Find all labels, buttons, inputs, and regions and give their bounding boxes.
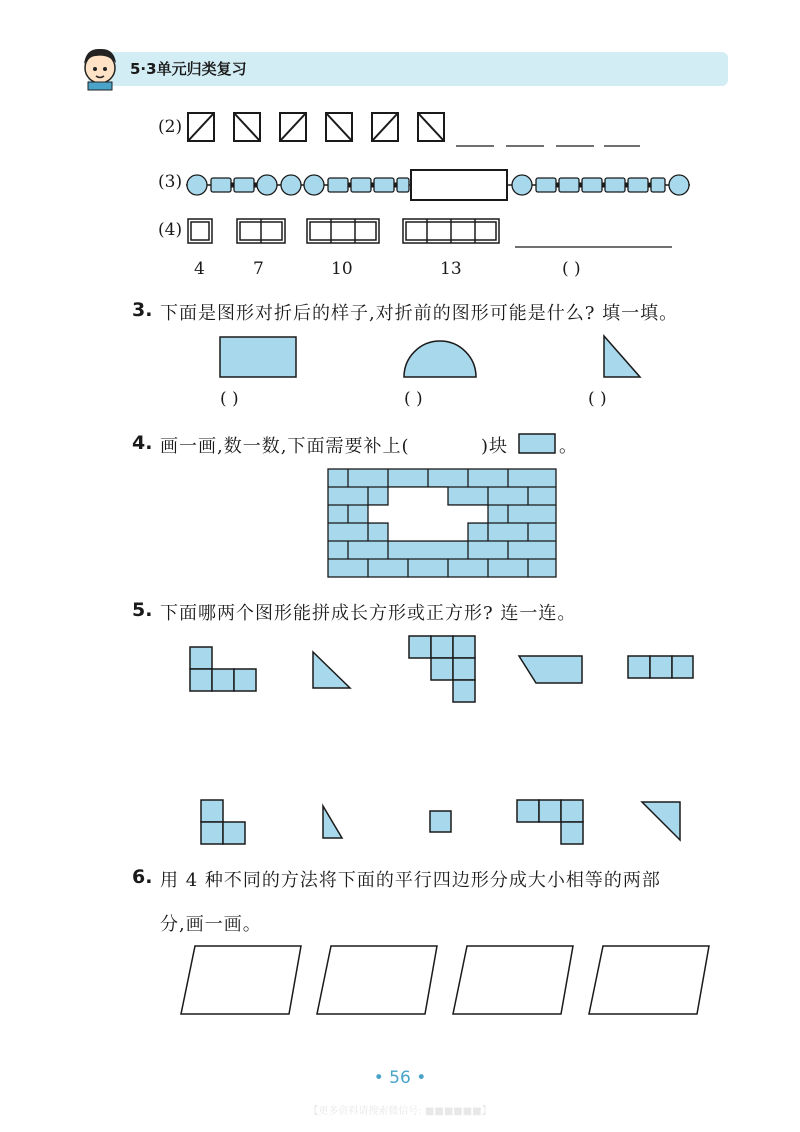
q3-text: 下面是图形对折后的样子,对折前的图形可能是什么? 填一填。: [160, 303, 679, 324]
part-label-3: (3): [158, 172, 183, 192]
q6-line1: 用 4 种不同的方法将下面的平行四边形分成大小相等的两部: [160, 870, 661, 891]
q3-number: 3.: [132, 299, 153, 321]
count-blank[interactable]: ( ): [562, 259, 581, 279]
svg-text:。: 。: [559, 436, 577, 457]
page-number: • 56 •: [373, 1068, 427, 1088]
count-13: 13: [440, 259, 462, 279]
q4-text-after: )块: [481, 436, 509, 457]
parallelogram-1[interactable]: [181, 946, 301, 1014]
part-label-4: (4): [158, 220, 183, 240]
parallelogram-2[interactable]: [317, 946, 437, 1014]
parallelogram-4[interactable]: [589, 946, 709, 1014]
q3-blank-3[interactable]: ( ): [588, 389, 607, 409]
count-7: 7: [253, 259, 264, 279]
q6-line2: 分,画一画。: [160, 914, 262, 935]
q3-blank-2[interactable]: ( ): [404, 389, 423, 409]
q4-number: 4.: [132, 432, 153, 454]
watermark: 【更多资料请搜索微信号: ■■■■■■】: [308, 1106, 492, 1117]
count-10: 10: [331, 259, 353, 279]
q5-number: 5.: [132, 599, 153, 621]
part-label-2: (2): [158, 117, 183, 137]
count-4: 4: [194, 259, 205, 279]
q6-number: 6.: [132, 866, 153, 888]
q3-blank-1[interactable]: ( ): [220, 389, 239, 409]
q4-text-before: 画一画,数一数,下面需要补上(: [160, 436, 410, 457]
parallelogram-3[interactable]: [453, 946, 573, 1014]
q5-text: 下面哪两个图形能拼成长方形或正方形? 连一连。: [160, 603, 577, 624]
section-title: 5·3单元归类复习: [130, 60, 247, 78]
